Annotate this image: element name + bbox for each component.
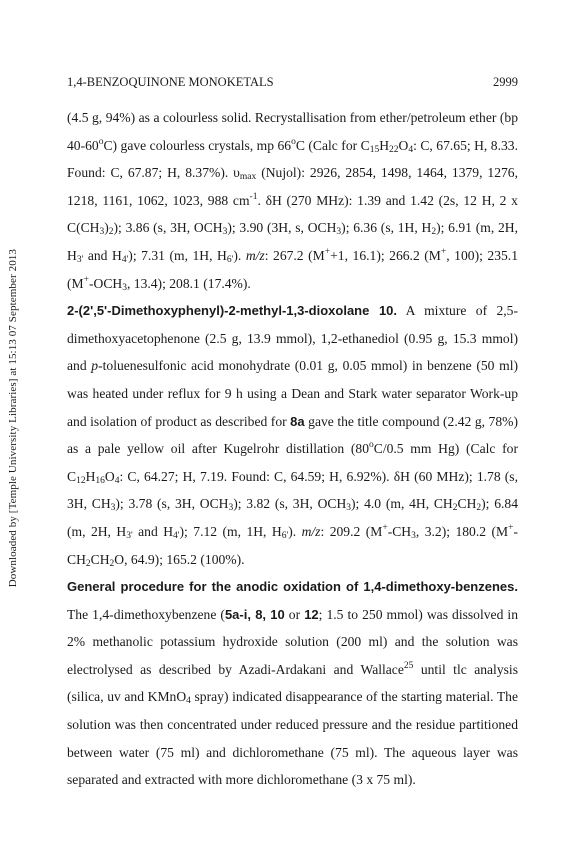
general-procedure-heading: General procedure for the anodic oxidation of 1,4-dimethoxy-benzenes. (67, 579, 518, 595)
paragraph-compound-9-data: (4.5 g, 94%) as a colourless solid. Recrystallisation from ether/petroleum ether (bp 40-60$^o$C) gave colourless crystals, mp 66$^o$C (Calc for $C_{15}H_{22}O_4$: C, 67.65; H, 8.33. Found: C, 67.87; H, 8.37%). $\upsilon_{max}$ (Nujol): 2926, 2854, 1498, 1464, 1379, 1276, 1218, 1161, 1062, 1023, 988 $cm^{-1}$. δH (270 MHz): 1.39 and 1.42 (2s, 12 H, 2 x $C(CH_3)_2$); 3.86 (s, 3H, $OCH_3$); 3.90 (3H, s, $OCH_3$); 6.36 (s, 1H, $H_2$); 6.91 (m, 2H, $H_{3'}$ and $H_{4'}$); 7.31 (m, 1H, $H_{6'}$). m/z: 267.2 (M++1, 16.1); 266.2 (M+, 100); 235.1 ($M^+-OCH_3$, 13.4); 208.1 (17.4%). (67, 110, 519, 293)
paragraph-compound-10: 2-(2',5'-Dimethoxyphenyl)-2-methyl-1,3-dioxolane 10. A mixture of 2,5-dimethoxyacetophenone (2.5 g, 13.9 mmol), 1,2-ethanediol (0.95 g, 15.3 mmol) and p-toluenesulfonic acid monohydrate (0.01 g, 0.05 mmol) in benzene (50 ml) was heated under reflux for 9 h using a Dean and Stark water separator Work-up and isolation of product as described for 8a gave the title compound (2.42 g, 78%) as a pale yellow oil after Kugelrohr distillation (80$^o$C/0.5 mm Hg) (Calc for $C_{12}H_{16}O_4$: C, 64.27; H, 7.19. Found: C, 64.59; H, 6.92%). δH (60 MHz); 1.78 (s, 3H, $CH_3$); 3.78 (s, 3H, $OCH_3$); 3.82 (s, 3H, $OCH_3$); 4.0 (m, 4H, $CH_2CH_2$); 6.84 (m, 2H, $H_{3'}$ and $H_{4'}$); 7.12 (m, 1H, $H_{6'}$). m/z: 209.2 ($M^+-CH_3$, 3.2); 180.2 (M+- $CH_2CH_2O$, 64.9); 165.2 (100%). (67, 303, 519, 569)
compound-10-heading: 2-(2',5'-Dimethoxyphenyl)-2-methyl-1,3-dioxolane 10. (67, 303, 398, 319)
article-body (67, 104, 518, 794)
compound-ref-12: 12 (304, 606, 319, 622)
running-head (67, 75, 518, 90)
running-head-title: 1,4-BENZOQUINONE MONOKETALS (67, 75, 274, 89)
download-watermark-text: Downloaded by [Temple University Libraries] at 15:13 07 September 2013 (7, 248, 19, 588)
compound-ref-8a: 8a (290, 413, 305, 429)
paragraph-general-procedure: General procedure for the anodic oxidation of 1,4-dimethoxy-benzenes. The 1,4-dimethoxybenzene (5a-i, 8, 10 or 12; 1.5 to 250 mmol) was dissolved in 2% methanolic potassium hydroxide solution (200 ml) and the solution was electrolysed as described by Azadi-Ardakani and Wallace$^{25}$ until tlc analysis (silica, uv and KMnO$_4$ spray) indicated disappearance of the starting material. The solution was then concentrated under reduced pressure and the residue partitioned between water (75 ml) and dichloromethane (75 ml). The aqueous layer was separated and extracted with more dichloromethane (3 x 75 ml). (67, 579, 518, 788)
compound-refs: 5a-i, 8, 10 (224, 606, 285, 622)
download-watermark (3, 158, 23, 678)
page-number: 2999 (493, 75, 518, 89)
citation-25: 25 (403, 660, 414, 671)
